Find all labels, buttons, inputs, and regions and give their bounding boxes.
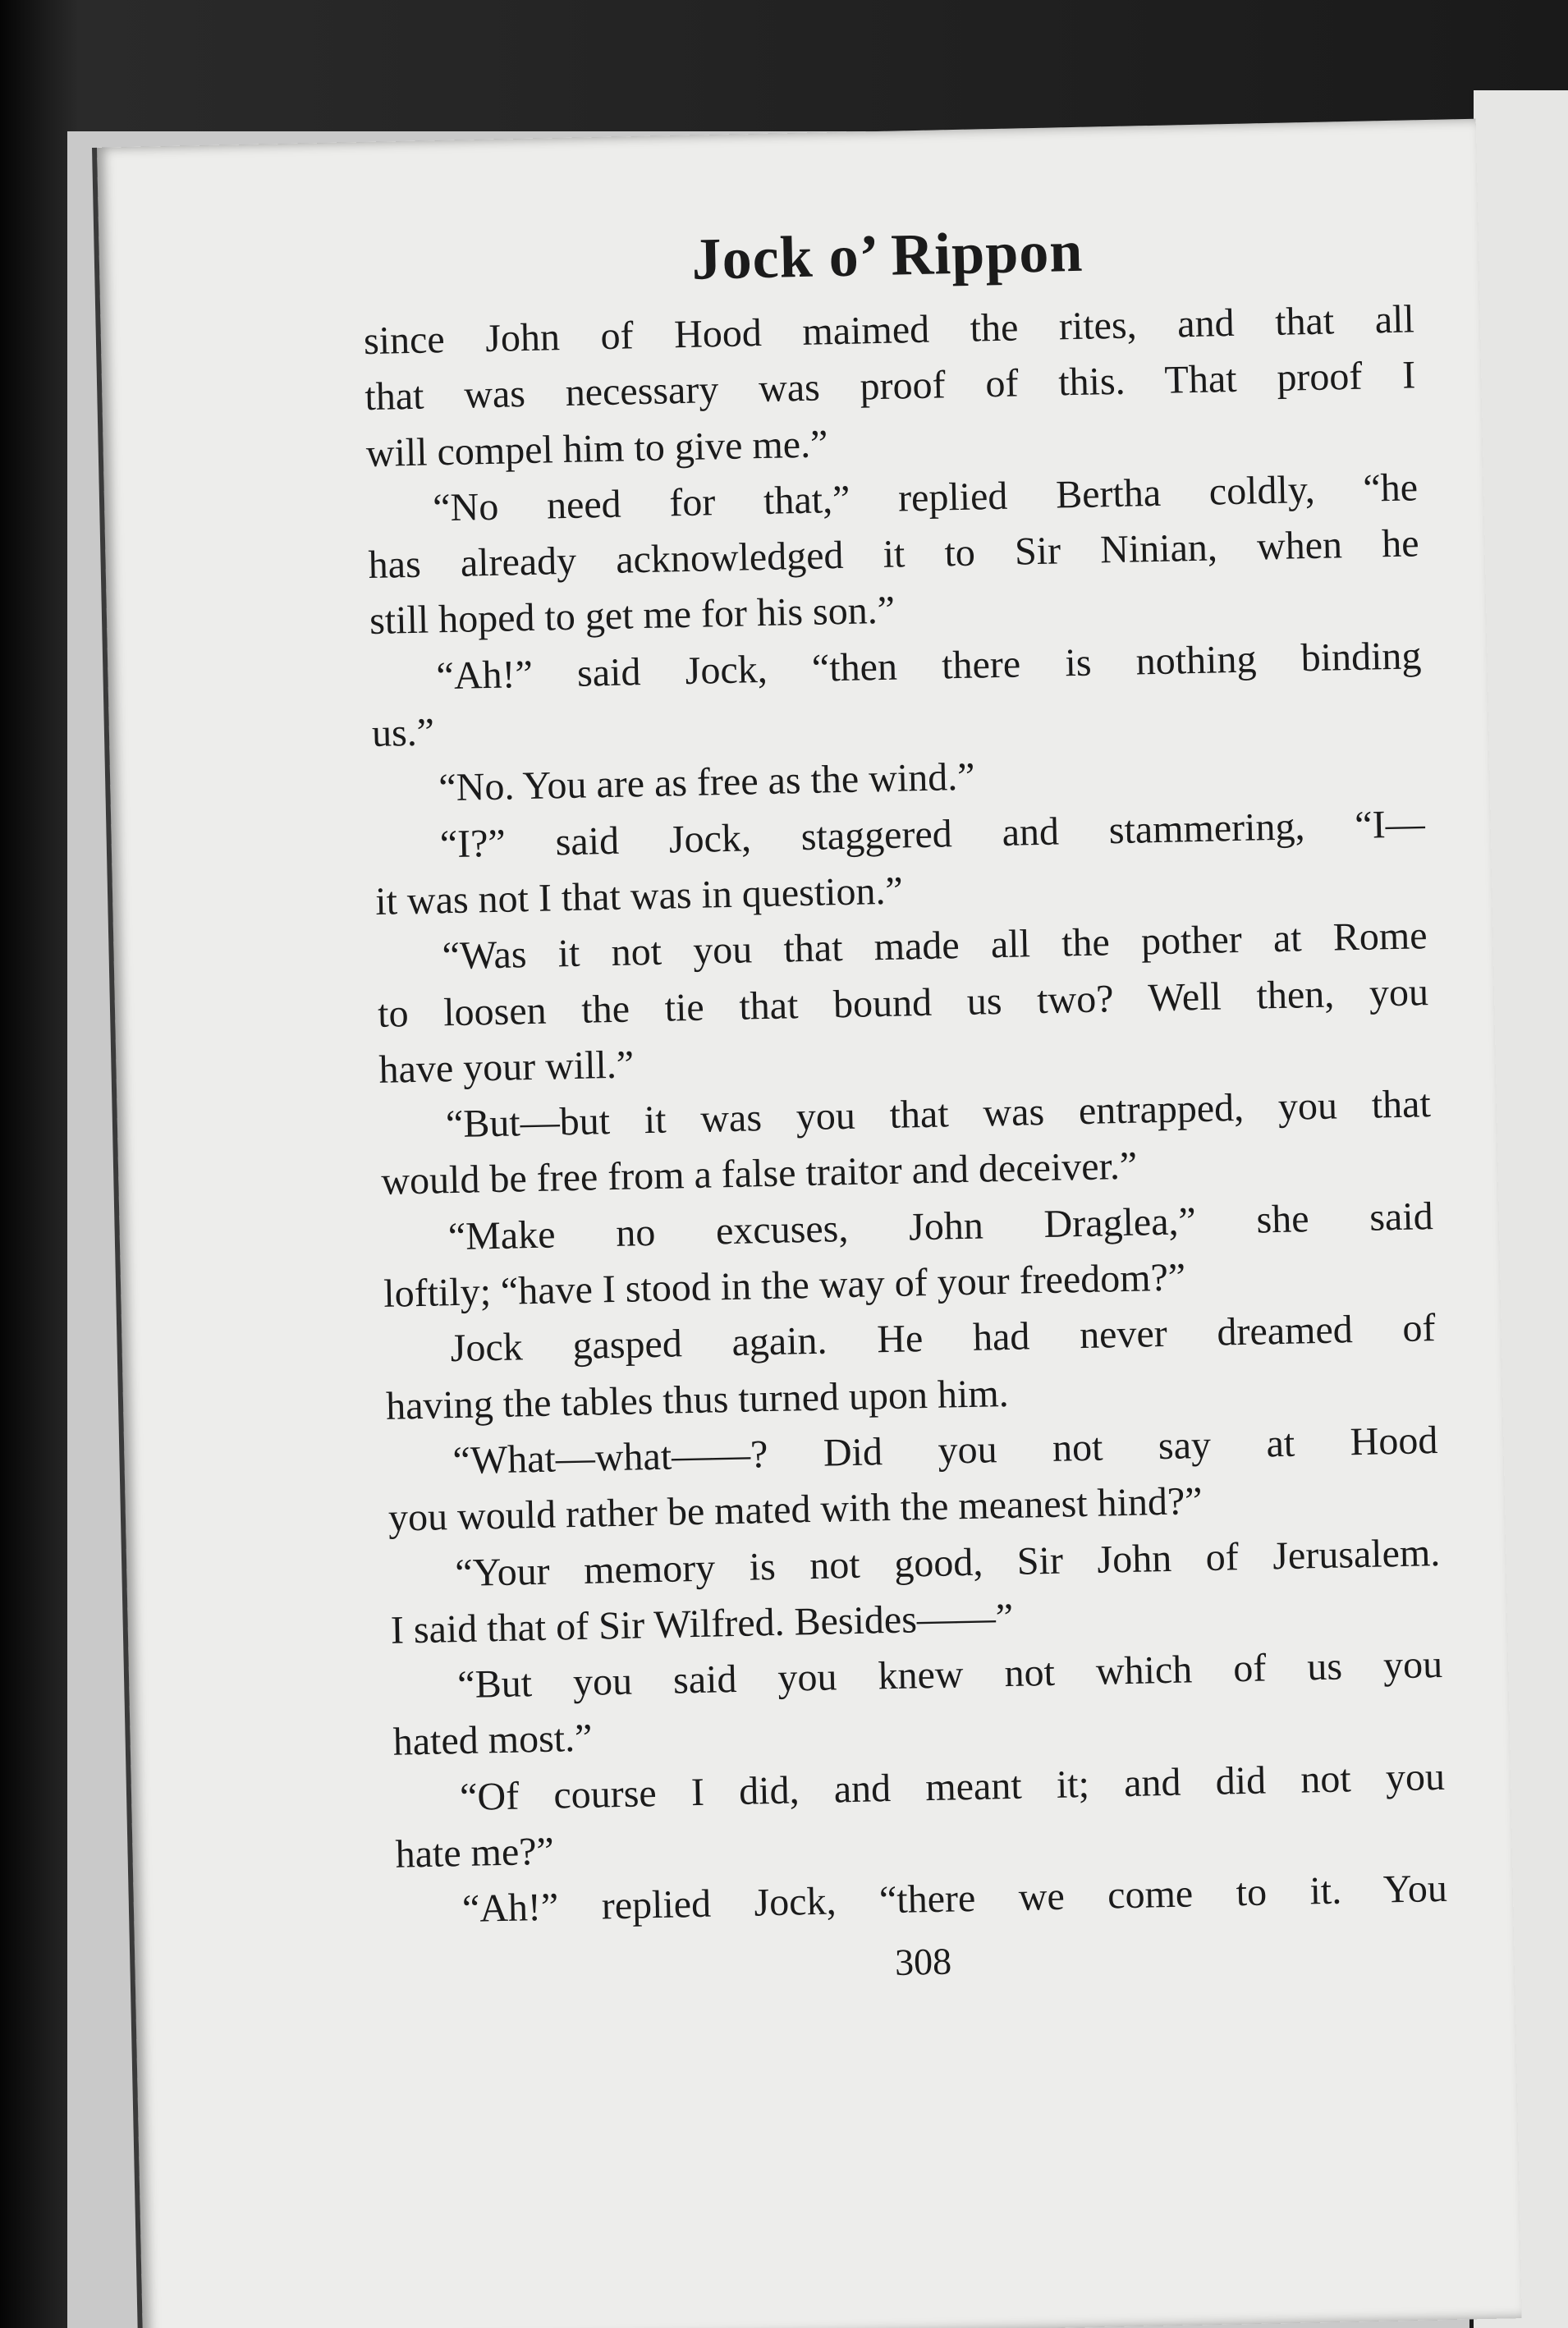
- running-head: Jock o’ Rippon: [690, 218, 1084, 292]
- text-line: since John of Hood maimed the rites, and that all: [363, 297, 1415, 364]
- text-line: hate me?”: [395, 1829, 555, 1877]
- text-line: to loosen the tie that bound us two? Well then, you: [377, 969, 1429, 1036]
- text-line: “Ah!” replied Jock, “there we come to it. You: [461, 1867, 1448, 1932]
- text-line: has already acknowledged it to Sir Ninian, when he: [368, 521, 1420, 588]
- text-line: having the tables thus turned upon him.: [385, 1371, 1010, 1428]
- text-block: [361, 214, 1449, 1994]
- text-line: “I?” said Jock, staggered and stammering, “I—: [439, 801, 1426, 866]
- text-line: “No. You are as free as the wind.”: [438, 755, 975, 810]
- text-line: still hoped to get me for his son.”: [369, 589, 896, 644]
- text-line: “Make no excuses, John Draglea,” she said: [447, 1194, 1434, 1258]
- text-line: “Ah!” said Jock, “then there is nothing binding: [436, 634, 1422, 699]
- text-line: you would rather be mated with the meanest hind?”: [387, 1479, 1204, 1541]
- text-line: will compel him to give me.”: [365, 421, 828, 475]
- text-line: loftily; “have I stood in the way of your freedom?”: [383, 1255, 1186, 1316]
- text-line: that was necessary was proof of this. That proof I: [364, 353, 1416, 419]
- text-line: “Of course I did, and meant it; and did not you: [459, 1754, 1446, 1819]
- text-line: “Your memory is not good, Sir John of Jerusalem.: [454, 1530, 1441, 1595]
- text-line: us.”: [371, 710, 435, 756]
- text-line: “Was it not you that made all the pother at Rome: [442, 914, 1428, 978]
- book-page: [92, 119, 1522, 2328]
- page-number: 308: [894, 1940, 952, 1983]
- text-line: have your will.”: [378, 1043, 635, 1092]
- text-line: hated most.”: [392, 1716, 593, 1765]
- text-line: “But you said you knew not which of us you: [456, 1643, 1443, 1707]
- text-line: I said that of Sir Wilfred. Besides——”: [390, 1595, 1014, 1652]
- text-line: would be free from a false traitor and deceiver.”: [380, 1144, 1138, 1204]
- text-line: “No need for that,” replied Bertha coldly, “he: [432, 465, 1419, 530]
- text-line: it was not I that was in question.”: [374, 868, 904, 923]
- text-line: Jock gasped again. He had never dreamed of: [450, 1306, 1437, 1371]
- text-line: “What—what——? Did you not say at Hood: [452, 1418, 1438, 1483]
- text-line: “But—but it was you that was entrapped, you that: [445, 1082, 1432, 1147]
